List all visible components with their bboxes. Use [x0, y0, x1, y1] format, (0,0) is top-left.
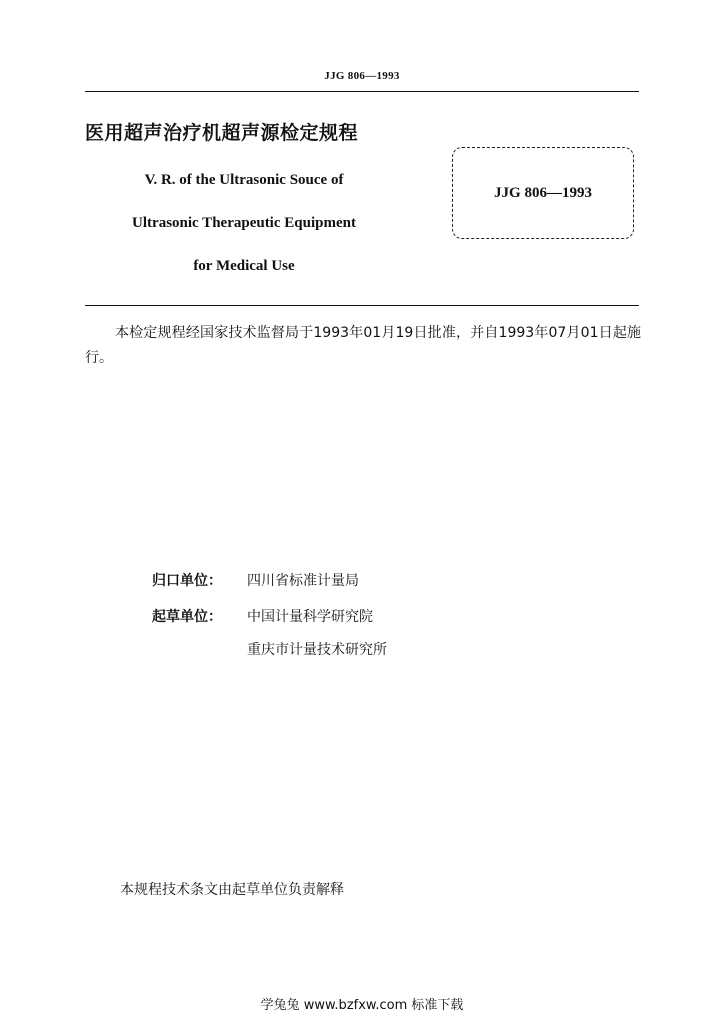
approval-paragraph: 本检定规程经国家技术监督局于1993年01月19日批准，并自1993年07月01日起施行。 — [85, 325, 641, 366]
drafting-unit-value-2: 重庆市计量技术研究所 — [247, 642, 387, 658]
title-english-line-1: V. R. of the Ultrasonic Souce of — [144, 172, 344, 188]
header-document-code: JJG 806—1993 — [324, 70, 400, 82]
title-english-line-2: Ultrasonic Therapeutic Equipment — [132, 215, 356, 231]
responsible-unit-value: 四川省标准计量局 — [247, 573, 359, 589]
title-chinese: 医用超声治疗机超声源检定规程 — [85, 122, 359, 144]
standard-code-box — [452, 147, 634, 239]
interpretation-note: 本规程技术条文由起草单位负责解释 — [120, 882, 344, 898]
footer-watermark: 学兔兔 www.bzfxw.com 标准下载 — [260, 998, 464, 1013]
drafting-unit-label: 起草单位： — [152, 609, 222, 625]
responsible-unit-label: 归口单位： — [152, 573, 222, 589]
title-english-line-3: for Medical Use — [193, 258, 295, 274]
standard-code: JJG 806—1993 — [494, 184, 592, 201]
middle-rule — [85, 305, 639, 306]
top-rule — [85, 91, 639, 92]
drafting-unit-value-1: 中国计量科学研究院 — [247, 609, 373, 625]
